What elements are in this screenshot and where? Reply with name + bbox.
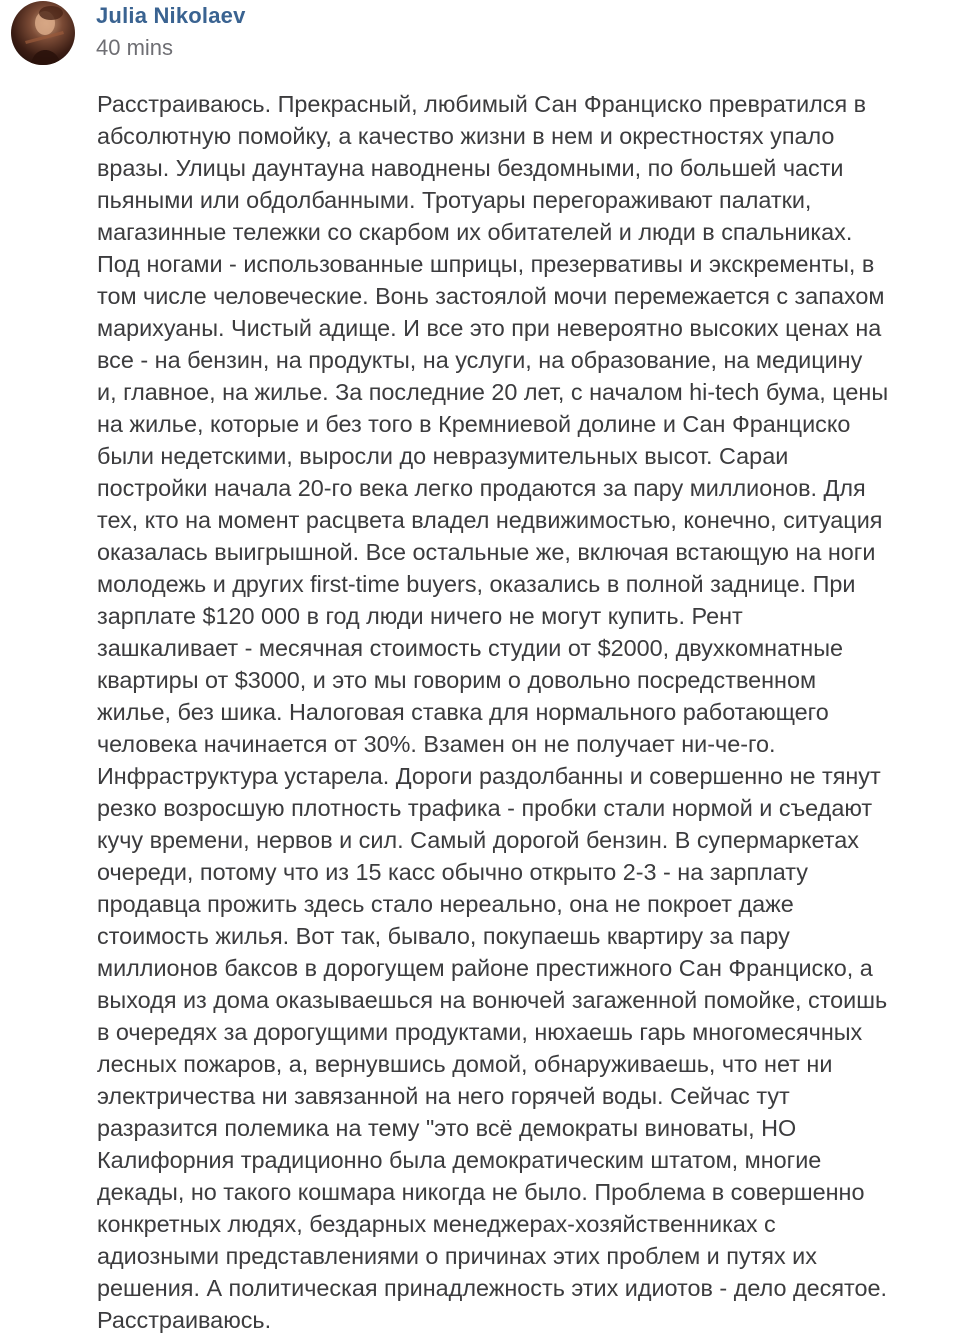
- post-text-line: в очередях за дорогущими продуктами, нюхаешь гарь многомесячных: [97, 1019, 863, 1045]
- post-text-line: постройки начала 20-го века легко продаются за пару миллионов. Для: [97, 475, 866, 501]
- post-text-line: кучу времени, нервов и сил. Самый дорогой бензин. В супермаркетах: [97, 827, 859, 853]
- post-text-line: и, главное, на жилье. За последние 20 лет, с началом hi-tech бума, цены: [97, 379, 889, 405]
- post-text-line: лесных пожаров, а, вернувшись домой, обнаруживаешь, что нет ни: [97, 1051, 833, 1077]
- post-text-line: на жилье, которые и без того в Кремниевой долине и Сан Франциско: [97, 411, 851, 437]
- post-text-line: выходя из дома оказываешься на вонючей загаженной помойке, стоишь: [97, 987, 888, 1013]
- post-text-line: молодежь и других first-time buyers, оказались в полной заднице. При: [97, 571, 856, 597]
- post-text-line: стоимость жилья. Вот так, бывало, покупаешь квартиру за пару: [97, 923, 790, 949]
- post-text-line: все - на бензин, на продукты, на услуги, на образование, на медицину: [97, 347, 863, 373]
- post-text-line: зарплате $120 000 в год люди ничего не могут купить. Рент: [97, 603, 743, 629]
- post-text-line: зашкаливает - месячная стоимость студии от $2000, двухкомнатные: [97, 635, 844, 661]
- post-text-line: конкретных людях, бездарных менеджерах-хозяйственниках с: [97, 1211, 776, 1237]
- post-text-line: марихуаны. Чистый адище. И все это при невероятно высоких ценах на: [97, 315, 882, 341]
- post-text-line: разразится полемика на тему "это всё демократы виноваты, НО: [97, 1115, 797, 1141]
- post-text-line: Под ногами - использованные шприцы, презервативы и экскременты, в: [97, 251, 875, 277]
- post-text-line: резко возросшую плотность трафика - пробки стали нормой и съедают: [97, 795, 873, 821]
- post-text-line: адиозными представлениями о причинах этих проблем и путях их: [97, 1243, 817, 1269]
- post-text-line: декады, но такого кошмара никогда не было. Проблема в совершенно: [97, 1179, 865, 1205]
- post-text-line: Расстраиваюсь. Прекрасный, любимый Сан Франциско превратился в: [97, 91, 867, 117]
- post-text-line: продавца прожить здесь стало нереально, она не покроет даже: [97, 891, 794, 917]
- post-text: [97, 88, 967, 1336]
- post-text-line: Калифорния традиционно была демократическим штатом, многие: [97, 1147, 822, 1173]
- post-text-line: были недетскими, выросли до невразумительных высот. Сараи: [97, 443, 789, 469]
- post-text-line: человека начинается от 30%. Взамен он не получает ни-че-го.: [97, 731, 776, 757]
- post-text-line: Инфраструктура устарела. Дороги раздолбанны и совершенно не тянут: [97, 763, 881, 789]
- post-text-line: оказалась выигрышной. Все остальные же, включая встающую на ноги: [97, 539, 876, 565]
- post-text-line: решения. А политическая принадлежность этих идиотов - дело десятое.: [97, 1275, 888, 1301]
- author-name[interactable]: Julia Nikolaev: [96, 3, 246, 28]
- post-text-line: магазинные тележки со скарбом их обитателей и люди в спальниках.: [97, 219, 853, 245]
- post-text-line: жилье, без шика. Налоговая ставка для нормального работающего: [97, 699, 829, 725]
- post-timestamp[interactable]: 40 mins: [96, 35, 174, 60]
- post-text-line: том числе человеческие. Вонь застоялой мочи перемежается с запахом: [97, 283, 885, 309]
- post-text-line: квартиры от $3000, и это мы говорим о довольно посредственном: [97, 667, 817, 693]
- post-text-line: пьяными или обдолбанными. Тротуары перегораживают палатки,: [97, 187, 812, 213]
- post-text-line: абсолютную помойку, а качество жизни в нем и окрестностях упало: [97, 123, 835, 149]
- post-text-line: Расстраиваюсь.: [97, 1307, 272, 1333]
- post-text-line: тех, кто на момент расцвета владел недвижимостью, конечно, ситуация: [97, 507, 883, 533]
- post-text-line: вразы. Улицы даунтауна наводнены бездомными, по большей части: [97, 155, 844, 181]
- profile-photo-icon: [11, 1, 75, 65]
- post-text-line: электричества ни завязанной на него горячей воды. Сейчас тут: [97, 1083, 790, 1109]
- post-text-line: очереди, потому что из 15 касс обычно открыто 2-3 - на зарплату: [97, 859, 808, 885]
- author-avatar[interactable]: [11, 1, 75, 65]
- post-text-line: миллионов баксов в дорогущем районе престижного Сан Франциско, а: [97, 955, 873, 981]
